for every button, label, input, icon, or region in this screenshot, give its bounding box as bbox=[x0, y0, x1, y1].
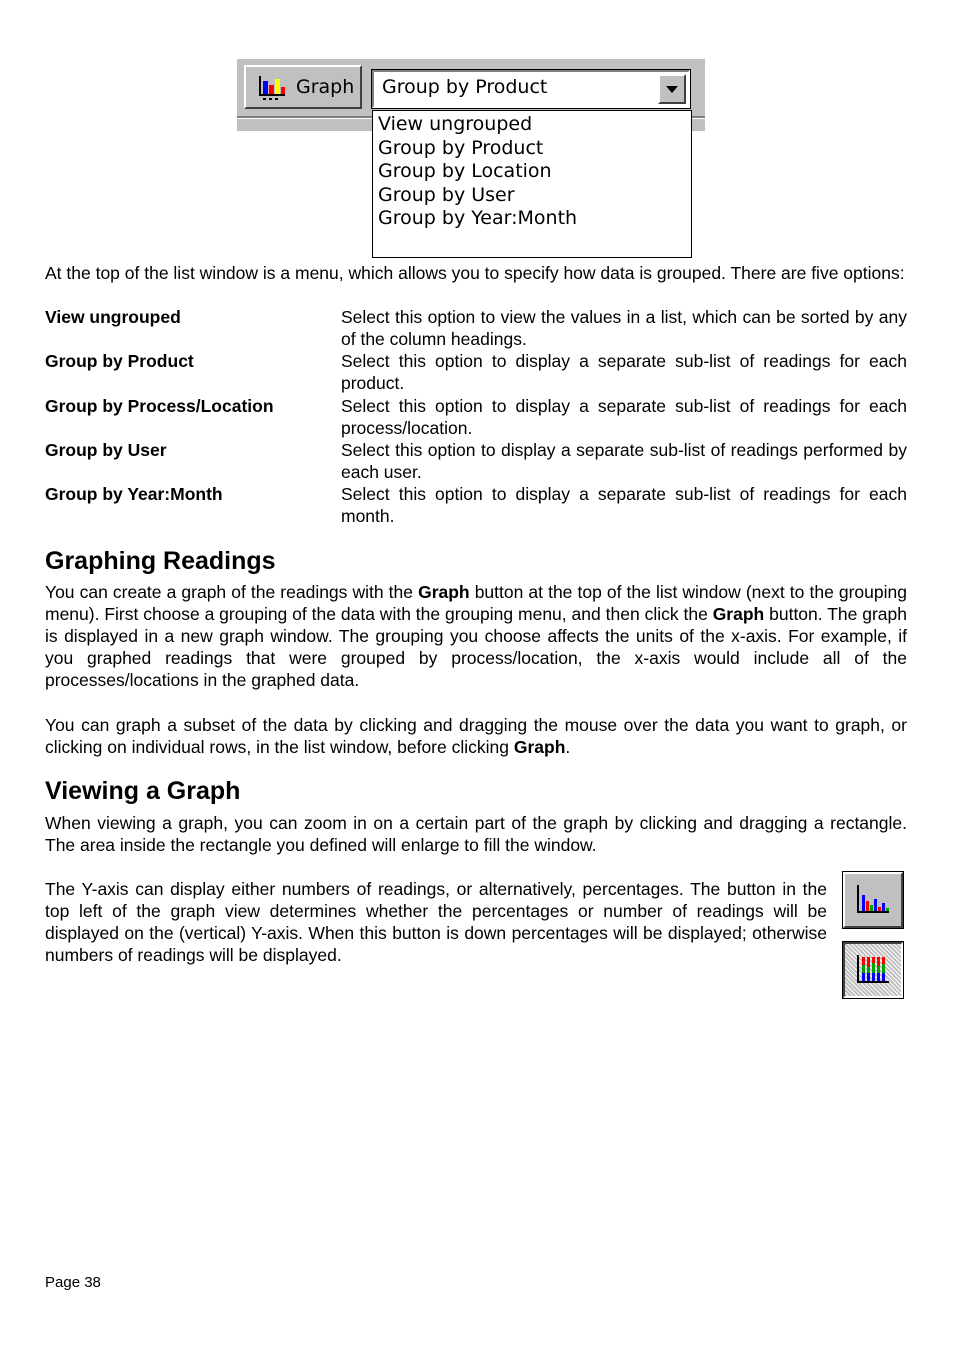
viewing-paragraph-2: The Y-axis can display either numbers of readings, or alternatively, percentages. The button in the top left of the graph view determines whether the percentages or number of readings will be displayed on the (vertical) Y-axis. When this button is down percentages will be displayed; otherwise numbers of readings will be displayed. bbox=[45, 879, 827, 965]
y-axis-toggle-button-down[interactable] bbox=[843, 942, 903, 998]
viewing-paragraph-1: When viewing a graph, you can zoom in on a certain part of the graph by clicking and dragging a rectangle. The area inside the rectangle you defined will enlarge to fill the window. bbox=[45, 813, 907, 855]
graph-button-label: Graph bbox=[296, 76, 355, 98]
option-term: Group by Product bbox=[45, 351, 194, 371]
grouping-dropdown-list bbox=[372, 110, 692, 258]
dropdown-item-group-by-year-month[interactable]: Group by Year:Month bbox=[378, 207, 578, 229]
section-heading-viewing: Viewing a Graph bbox=[45, 777, 241, 805]
option-term: Group by User bbox=[45, 440, 167, 460]
graph-button[interactable] bbox=[244, 65, 362, 109]
bold-term: Graph bbox=[513, 737, 566, 757]
bold-term: Graph bbox=[712, 604, 765, 624]
grouping-select[interactable] bbox=[372, 70, 690, 108]
dropdown-button[interactable] bbox=[658, 74, 686, 104]
graphing-paragraph-2 bbox=[45, 714, 907, 758]
option-description: Select this option to display a separate sub-list of readings performed by each user. bbox=[341, 440, 907, 482]
option-term: Group by Year:Month bbox=[45, 484, 223, 504]
option-description: Select this option to display a separate sub-list of readings for each month. bbox=[341, 484, 907, 526]
section-heading-graphing: Graphing Readings bbox=[45, 547, 276, 575]
bar-chart-icon bbox=[258, 73, 288, 101]
dropdown-item-group-by-user[interactable]: Group by User bbox=[378, 183, 515, 206]
chevron-down-icon bbox=[666, 86, 678, 93]
text-run: . bbox=[565, 737, 571, 757]
intro-paragraph: At the top of the list window is a menu, which allows you to specify how data is grouped. There are five options: bbox=[45, 263, 905, 283]
dropdown-item-group-by-location[interactable]: Group by Location bbox=[378, 160, 552, 182]
text-run: You can graph a subset of the data by clicking and dragging the mouse over the data you want to graph, or clicking on individual rows, in the list window, before clicking bbox=[45, 715, 907, 757]
text-run: button. The graph is displayed in a new graph window. The grouping you choose affects the units of the x-axis. For example, if you graphed readings that were grouped by process/location, the x-axis would include all of the processes/locations in the graphed data. bbox=[45, 604, 907, 690]
y-axis-toggle-button-up[interactable] bbox=[843, 872, 903, 928]
option-term: View ungrouped bbox=[45, 307, 181, 327]
bar-chart-count-icon bbox=[855, 883, 891, 917]
grouping-select-value: Group by Product bbox=[382, 76, 548, 98]
page-number: Page 38 bbox=[45, 1274, 101, 1291]
graphing-paragraph-1 bbox=[45, 581, 907, 691]
option-term: Group by Process/Location bbox=[45, 396, 274, 416]
bold-term: Graph bbox=[418, 582, 470, 602]
option-description: Select this option to display a separate sub-list of readings for each process/location. bbox=[341, 396, 907, 438]
option-description: Select this option to view the values in a list, which can be sorted by any of the column headings. bbox=[341, 307, 907, 349]
option-description: Select this option to display a separate sub-list of readings for each product. bbox=[341, 351, 907, 393]
dropdown-item-view-ungrouped[interactable]: View ungrouped bbox=[378, 113, 533, 135]
dropdown-item-group-by-product[interactable]: Group by Product bbox=[378, 136, 544, 159]
bar-chart-percent-icon bbox=[855, 953, 891, 987]
text-run: You can create a graph of the readings with the bbox=[45, 582, 419, 602]
text-run: button at the top of the list window (next to the grouping menu). First choose a grouping of the data with the grouping menu, and then click the bbox=[45, 582, 907, 624]
